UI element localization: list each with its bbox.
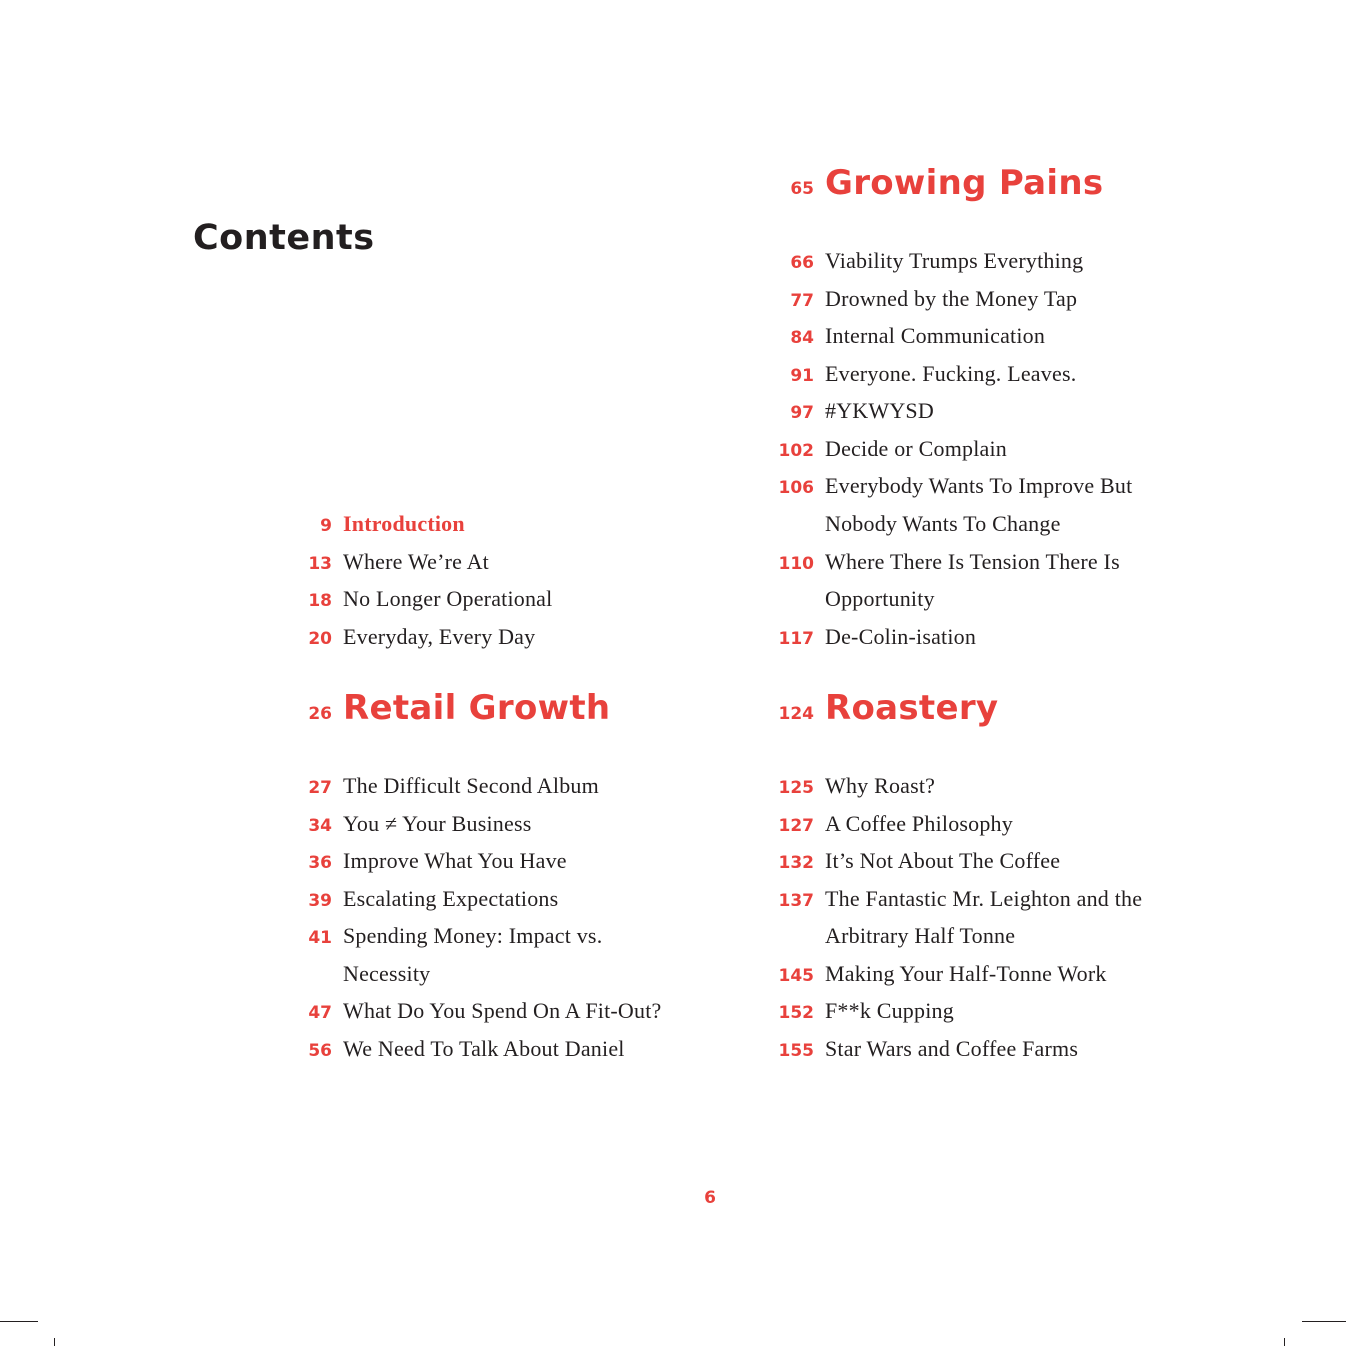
section-heading-retail-growth[interactable] <box>300 680 740 730</box>
entry-title: You ≠ Your Business <box>343 811 532 836</box>
crop-mark <box>1302 1321 1346 1322</box>
entry-title: A Coffee Philosophy <box>825 811 1013 836</box>
toc-entry[interactable] <box>778 543 1202 581</box>
section-page-number: 65 <box>790 179 814 199</box>
page-number: 117 <box>778 629 814 649</box>
toc-entry[interactable] <box>300 880 740 918</box>
toc-entry[interactable] <box>778 842 1202 880</box>
crop-mark <box>1284 1338 1285 1346</box>
entry-title: Everyone. Fucking. Leaves. <box>825 361 1077 386</box>
entry-title: The Fantastic Mr. Leighton and the <box>825 886 1143 911</box>
entry-title: Spending Money: Impact vs. <box>343 923 603 948</box>
page-number: 18 <box>308 591 332 611</box>
entry-title-continuation: Nobody Wants To Change <box>825 511 1061 536</box>
entry-title: F**k Cupping <box>825 998 954 1023</box>
entry-title: Introduction <box>343 511 465 536</box>
page-number: 39 <box>308 891 332 911</box>
page-number: 41 <box>308 928 332 948</box>
section-page-number: 124 <box>778 704 814 724</box>
toc-entry[interactable] <box>782 242 1202 280</box>
toc-entry[interactable] <box>778 467 1202 505</box>
page-number: 145 <box>778 966 814 986</box>
page-number: 132 <box>778 853 814 873</box>
page-number: 110 <box>778 554 814 574</box>
entry-title: Everybody Wants To Improve But <box>825 473 1133 498</box>
page-number: 155 <box>778 1041 814 1061</box>
toc-entry[interactable] <box>300 543 740 581</box>
entry-title: De-Colin-isation <box>825 624 977 649</box>
page-number: 127 <box>778 816 814 836</box>
toc-entry[interactable] <box>778 805 1202 843</box>
entry-title: #YKWYSD <box>825 398 934 423</box>
entry-title: Star Wars and Coffee Farms <box>825 1036 1079 1061</box>
page-folio: 6 <box>704 1188 716 1208</box>
toc-entry[interactable] <box>778 618 1202 656</box>
toc-entry[interactable] <box>778 880 1202 918</box>
page-number: 9 <box>320 516 332 536</box>
entry-title: Where There Is Tension There Is <box>825 549 1120 574</box>
toc-entry[interactable] <box>300 618 740 656</box>
entry-title: No Longer Operational <box>343 586 553 611</box>
entry-title-continuation: Arbitrary Half Tonne <box>825 923 1016 948</box>
toc-entry[interactable] <box>300 917 740 955</box>
toc-entry[interactable] <box>778 767 1202 805</box>
entry-title: We Need To Talk About Daniel <box>343 1036 625 1061</box>
page-number: 34 <box>308 816 332 836</box>
section-page-number: 26 <box>308 704 332 724</box>
page-number: 47 <box>308 1003 332 1023</box>
page-number: 84 <box>790 328 814 348</box>
entry-title: Where We’re At <box>343 549 489 574</box>
page-number: 20 <box>308 629 332 649</box>
entry-title: Everyday, Every Day <box>343 624 536 649</box>
page-number: 106 <box>778 478 814 498</box>
page-title: Contents <box>193 218 375 258</box>
page-number: 56 <box>308 1041 332 1061</box>
entry-title: Drowned by the Money Tap <box>825 286 1078 311</box>
page-number: 13 <box>308 554 332 574</box>
entry-title: Decide or Complain <box>825 436 1007 461</box>
page-number: 27 <box>308 778 332 798</box>
section-heading-roastery[interactable] <box>778 680 1202 730</box>
page-number: 66 <box>790 253 814 273</box>
page-number: 91 <box>790 366 814 386</box>
toc-entry[interactable] <box>778 1030 1202 1068</box>
toc-entry-introduction[interactable] <box>300 505 740 543</box>
entry-title-continuation: Necessity <box>343 961 431 986</box>
toc-entry[interactable] <box>778 992 1202 1030</box>
toc-entry[interactable] <box>782 280 1202 318</box>
entry-title: The Difficult Second Album <box>343 773 599 798</box>
entry-title: It’s Not About The Coffee <box>825 848 1061 873</box>
entry-title-continuation: Opportunity <box>825 586 935 611</box>
page-number: 36 <box>308 853 332 873</box>
toc-entry[interactable] <box>300 805 740 843</box>
section-title: Roastery <box>825 688 999 728</box>
crop-mark <box>54 1338 55 1346</box>
toc-entry[interactable] <box>300 992 740 1030</box>
entry-title: What Do You Spend On A Fit-Out? <box>343 998 662 1023</box>
entry-title: Internal Communication <box>825 323 1046 348</box>
toc-entry[interactable] <box>300 767 740 805</box>
crop-mark <box>0 1321 38 1322</box>
page-number: 97 <box>790 403 814 423</box>
entry-title: Improve What You Have <box>343 848 567 873</box>
entry-title: Escalating Expectations <box>343 886 559 911</box>
section-heading-growing-pains[interactable] <box>782 155 1202 205</box>
page-number: 125 <box>778 778 814 798</box>
toc-entry[interactable] <box>782 355 1202 393</box>
toc-entry[interactable] <box>300 580 740 618</box>
toc-entry[interactable] <box>300 842 740 880</box>
entry-title: Viability Trumps Everything <box>825 248 1084 273</box>
toc-entry[interactable] <box>778 955 1202 993</box>
entry-title: Making Your Half-Tonne Work <box>825 961 1107 986</box>
page-number: 102 <box>778 441 814 461</box>
toc-entry[interactable] <box>782 392 1202 430</box>
toc-entry[interactable] <box>778 430 1202 468</box>
entry-title: Why Roast? <box>825 773 936 798</box>
toc-entry[interactable] <box>300 1030 740 1068</box>
section-title: Retail Growth <box>343 688 611 728</box>
page-number: 137 <box>778 891 814 911</box>
page-number: 152 <box>778 1003 814 1023</box>
page-number: 77 <box>790 291 814 311</box>
toc-entry[interactable] <box>782 317 1202 355</box>
section-title: Growing Pains <box>825 163 1104 203</box>
